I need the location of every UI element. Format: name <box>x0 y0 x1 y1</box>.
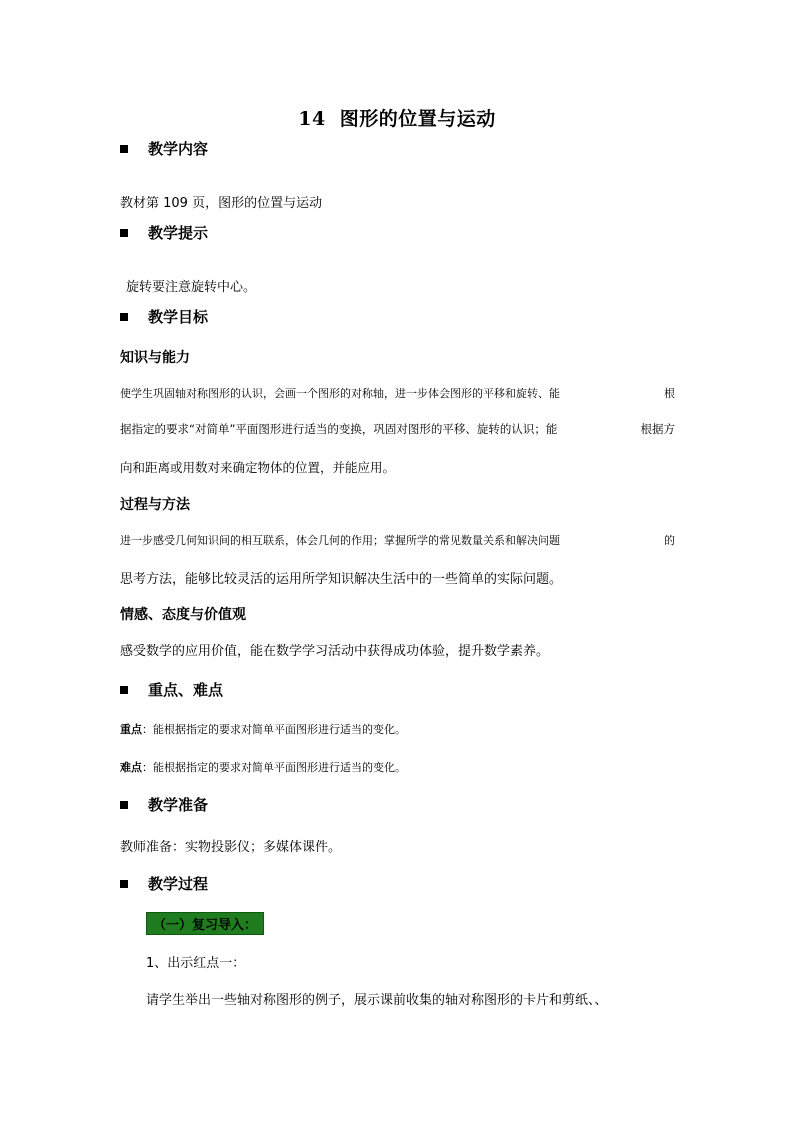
process-line-2: 思考方法，能够比较灵活的运用所学知识解决生活中的一些简单的实际问题。 <box>120 572 563 587</box>
knowledge-line-3: 向和距离或用数对来确定物体的位置，并能应用。 <box>120 460 396 475</box>
bullet-square-icon <box>120 313 128 321</box>
lesson-title: 图形的位置与运动 <box>339 108 496 130</box>
content-text: 教材第 109 页，图形的位置与运动 <box>120 196 323 211</box>
key-point: 重点：能根据指定的要求对简单平面图形进行适当的变化。 <box>120 723 406 736</box>
step-1-text: 请学生举出一些轴对称图形的例子，展示课前收集的轴对称图形的卡片和剪纸、、 <box>146 993 608 1008</box>
hint-text: 旋转要注意旋转中心。 <box>126 280 257 295</box>
page-title <box>0 104 794 131</box>
bullet-square-icon <box>120 145 128 153</box>
section-heading-goals: 教学目标 <box>120 306 208 327</box>
section-heading-content: 教学内容 <box>120 138 208 159</box>
lesson-number: 14 <box>298 108 326 130</box>
review-intro-badge: （一）复习导入： <box>146 912 264 935</box>
emotion-text: 感受数学的应用价值，能在数学学习活动中获得成功体验，提升数学素养。 <box>120 644 550 659</box>
process-line-1: 进一步感受几何知识间的相互联系，体会几何的作用；掌握所学的常见数量关系和解决问题 的 <box>120 534 675 547</box>
section-heading-prep: 教学准备 <box>120 794 208 815</box>
bullet-square-icon <box>120 880 128 888</box>
prep-text: 教师准备：实物投影仪；多媒体课件。 <box>120 840 342 855</box>
knowledge-line-2: 据指定的要求“对简单”平面图形进行适当的变换，巩固对图形的平移、旋转的认识；能 根据方 <box>120 422 675 436</box>
section-heading-process: 教学过程 <box>120 873 208 894</box>
subheading-process: 过程与方法 <box>120 497 190 513</box>
subheading-knowledge: 知识与能力 <box>120 350 190 366</box>
hard-point: 难点：能根据指定的要求对简单平面图形进行适当的变化。 <box>120 761 406 774</box>
knowledge-line-1: 使学生巩固轴对称图形的认识，会画一个图形的对称轴，进一步体会图形的平移和旋转、能 根 <box>120 387 675 400</box>
bullet-square-icon <box>120 229 128 237</box>
bullet-square-icon <box>120 801 128 809</box>
bullet-square-icon <box>120 686 128 694</box>
section-heading-key: 重点、难点 <box>120 679 223 700</box>
section-heading-hint: 教学提示 <box>120 222 208 243</box>
subheading-emotion: 情感、态度与价值观 <box>120 607 246 623</box>
step-1: 1、出示红点一： <box>146 956 246 971</box>
